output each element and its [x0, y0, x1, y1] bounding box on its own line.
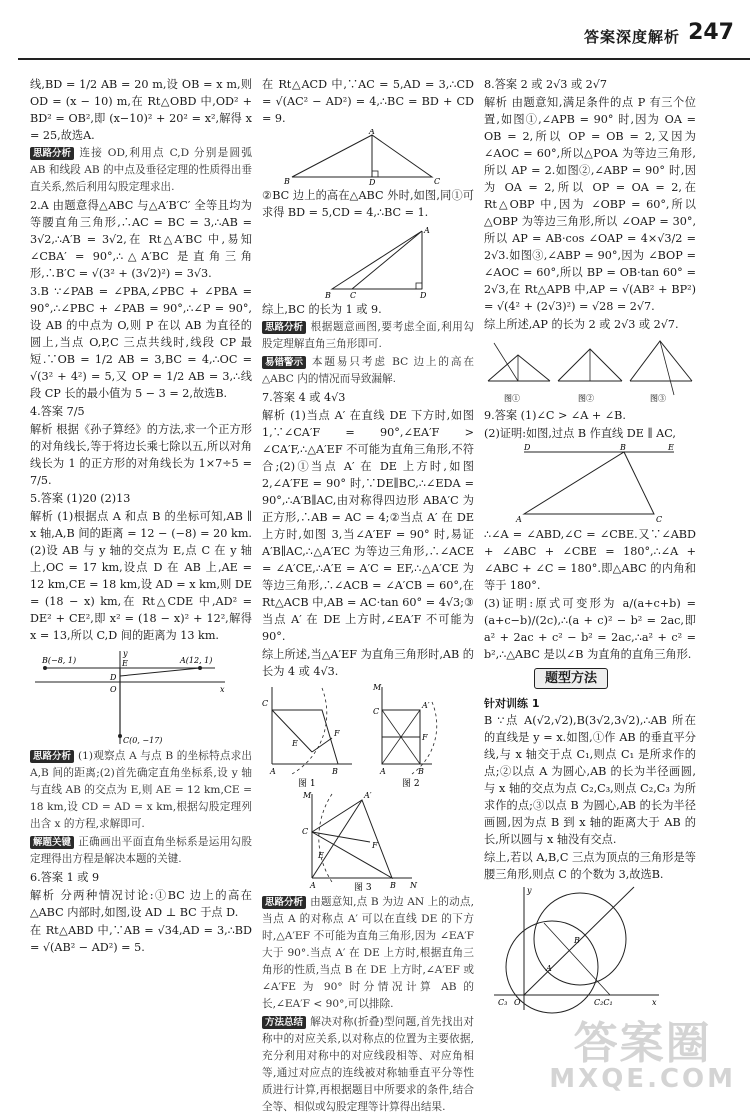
- label-D: D: [110, 673, 117, 682]
- note-tag: 易错警示: [262, 356, 306, 369]
- solution-paragraph: 6.答案 1 或 9: [30, 871, 100, 884]
- solution-paragraph: 7.答案 4 或 4√3: [262, 391, 346, 404]
- page-number: 247: [688, 20, 734, 45]
- caption-fig8-3: 图③: [650, 394, 666, 403]
- svg-text:D: D: [524, 444, 531, 452]
- figure-coordinate-plane: [30, 646, 230, 746]
- solution-paragraph: 2.A 由题意得△ABC 与△A′B′C′ 全等且均为等腰直角三角形,∴AC = BC = 3,∴AB = 3√2,∴A′B = 3√2,在 Rt△A′BC 中,易知 ∠CBA′ = 90°,∴△A′BC 是直角三角形,∴B′C = √(3² + (3√2)²) = 3√3.: [30, 199, 252, 280]
- note-tag: 思路分析: [30, 750, 74, 763]
- solution-paragraph: 综上所述,AP 的长为 2 或 2√3 或 2√7.: [484, 318, 679, 331]
- solution-paragraph: 综上所述,当△A′EF 为直角三角形时,AB 的长为 4 或 4√3.: [262, 648, 474, 678]
- svg-text:F: F: [372, 841, 378, 850]
- svg-text:M: M: [373, 683, 382, 692]
- svg-text:B: B: [325, 291, 331, 299]
- solution-paragraph: 解析 (1)根据点 A 和点 B 的坐标可知,AB ∥ x 轴,A,B 间的距离 = 12 − (−8) = 20 km.(2)设 AB 与 y 轴的交点为 E,点 C 在 y 轴上,OC = 17 km,设点 D 在 AB 上,AE = 12 km,CE = 18 km,设 AD = x km,则 DE = (18 − x) km,在 Rt△CDE 中,AD² = DE² + CE²,即 x² = (18 − x)² + 12²,解得 x = 13,所以 C,D 间的距离为 13 km.: [30, 510, 252, 642]
- svg-text:C: C: [302, 827, 309, 836]
- svg-text:B: B: [332, 767, 338, 776]
- svg-text:B: B: [284, 177, 290, 185]
- svg-text:C: C: [373, 707, 380, 716]
- figure-three-positions: [484, 335, 696, 405]
- column-1: [30, 76, 252, 957]
- label-B: B(−8, 1): [42, 656, 77, 665]
- solution-paragraph: 3.B ∵∠PAB = ∠PBA,∠PBC + ∠PBA = 90°,∴∠PBC + ∠PAB = 90°,∴∠P = 90°,设 AB 的中点为 O,则 P 在以 AB 为直径的圆上,当点 O,P,C 三点共线时,线段 CP 最短.∵OB = 1/2 AB = 3,BC = 4,∴OC = √(3² + 4²) = 5,又 OP = 1/2 AB = 3,∴线段 CP 长的最小值为 5 − 3 = 2,故选B.: [30, 285, 252, 400]
- label-A: A(12, 1): [180, 656, 213, 665]
- svg-text:F: F: [422, 733, 428, 742]
- figure-triangle-altitude-outside: [262, 223, 462, 299]
- section-title: 答案深度解析: [583, 28, 680, 46]
- solution-paragraph: 解析 分两种情况讨论:①BC 边上的高在△ABC 内部时,如图,设 AD ⊥ BC 于点 D.: [30, 889, 252, 919]
- svg-text:B: B: [620, 444, 626, 452]
- solution-paragraph: (3)证明:原式可变形为 a/(a+c+b) = (a+c−b)/(2c),∴(a + c)² − b² = 2ac,即 a² + 2ac + c² − b² = 2ac,∴a² + c² = b²,∴△ABC 是以∠B 为直角的直角三角形.: [484, 597, 696, 661]
- label-y: y: [123, 649, 128, 658]
- note-text: 根据题意画图,要考虑全面,利用勾股定理解直角三角形即可.: [262, 321, 474, 350]
- solution-paragraph: 在 Rt△ACD 中,∵AC = 5,AD = 3,∴CD = √(AC² − AD²) = 4,∴BC = BD + CD = 9.: [262, 78, 474, 125]
- watermark-logo: 答案圈: [573, 1018, 712, 1069]
- figure-circles-axes: [484, 885, 664, 1015]
- svg-text:A: A: [369, 129, 375, 136]
- solution-paragraph: 5.答案 (1)20 (2)13: [30, 492, 131, 505]
- label-O: O: [110, 685, 117, 694]
- svg-text:E: E: [318, 851, 324, 860]
- note-text: 连接 OD,利用点 C,D 分别是圆弧 AB 和线段 AB 的中点及垂径定理的性质得出垂直关系,然后利用勾股定理求出.: [30, 147, 252, 193]
- note-text: (1)观察点 A 与点 B 的坐标特点求出 A,B 间的距离;(2)首先确定直角坐标系,设 y 轴与直线 AB 的交点为 E,则 AE = 12 km,CE = 18 km,设 CD = AD = x km,根据勾股定理列出含 x 的方程,求解即可.: [30, 750, 252, 830]
- page-header: [0, 0, 750, 62]
- note-tag: 思路分析: [262, 896, 306, 909]
- solution-paragraph: 在 Rt△ABD 中,∵AB = √34,AD = 3,∴BD = √(AB² − AD²) = 5.: [30, 924, 252, 954]
- solution-paragraph: B ∵点 A(√2,√2),B(3√2,3√2),∴AB 所在的直线是 y = x.如图,①作 AB 的垂直平分线,与 x 轴交于点 C₁,则点 C₁ 是所求作的点;②以点 A 为圆心,AB 的长为半径画圆,与 x 轴的交点为点 C₂,C₃,则点 C₂,C₃ 为所求作的点;③以点 B 为圆心,AB 的长为半径画圆,因为点 B 到 x 轴的距离大于 AB 的长,所以圆与 x 轴没有交点.: [484, 714, 696, 846]
- note-tag: 解题关键: [30, 836, 74, 849]
- note-tag: 方法总结: [262, 1016, 306, 1029]
- svg-text:A′: A′: [364, 791, 372, 800]
- svg-text:D: D: [420, 291, 427, 299]
- svg-text:E: E: [668, 444, 674, 452]
- note-text: 本题易只考虑 BC 边上的高在△ABC 内的情况而导致漏解.: [262, 356, 474, 385]
- solution-paragraph: 8.答案 2 或 2√3 或 2√7: [484, 78, 608, 91]
- analysis-note: [30, 834, 252, 868]
- solution-paragraph: 4.答案 7/5: [30, 405, 85, 418]
- svg-text:A: A: [424, 226, 430, 235]
- solution-paragraph: ②BC 边上的高在△ABC 外时,如图,同①可求得 BD = 5,CD = 4,∴BC = 1.: [262, 189, 474, 219]
- label-C: C(0, −17): [123, 736, 163, 745]
- svg-text:A: A: [310, 881, 316, 890]
- caption-fig8-2: 图②: [578, 394, 594, 403]
- figure-parallel-line-proof: [484, 444, 696, 524]
- note-text: 由题意知,点 B 为边 AN 上的动点,当点 A 的对称点 A′ 可以在直线 DE 的下方时,△A′EF 不可能为直角三角形,因为 ∠EA′F 大于 90°.当点 A′ 在 DE 上方时,根据直角三角形的性质,当点 B 在 DE 上方时,∠A′EF 或 ∠A′FE 为 90° 时分情况计算 AB 的长,∠EA′F < 90°,可以排除.: [262, 896, 474, 1010]
- section-heading: 题型方法: [534, 668, 608, 689]
- svg-text:A: A: [270, 767, 276, 776]
- caption-fig1: 图 1: [298, 779, 316, 789]
- svg-text:C₂C₁: C₂C₁: [594, 998, 613, 1007]
- svg-text:C: C: [262, 699, 269, 708]
- analysis-note: [30, 748, 252, 833]
- svg-text:N: N: [410, 881, 417, 890]
- solution-paragraph: 解析 由题意知,满足条件的点 P 有三个位置,如图①,∠APB = 90° 时,因为 OA = OB = 2,所以 OP = OB = 2,又因为 ∠AOC = 60°,所以△POA 为等边三角形,所以 AP = 2.如图②,∠ABP = 90° 时,因为 OA = 2,所以 OP = OA = 2,在 Rt△OBP 中,因为 ∠OBP = 60°,所以 △OBP 为等边三角形,所以 ∠OAP = 30°,所以 AP = AB·cos ∠OAP = 4×√3/2 = 2√3.如图③,∠ABP = 90°,因为 ∠BOP = ∠AOC = 60°,所以 BP = OB·tan 60° = 2√3,在 Rt△APB 中,AP = √(AB² + BP²) = √(4² + (2√3)²) = √28 = 2√7.: [484, 96, 696, 313]
- svg-text:A: A: [516, 515, 522, 524]
- solution-paragraph: 解析 根据《孙子算经》的方法,求一个正方形的对角线长,等于将边长乘七除以五,所以对角线长为 1 的正方形的对角线长为 1×7÷5 = 7/5.: [30, 423, 252, 487]
- solution-paragraph: 综上,BC 的长为 1 或 9.: [262, 303, 382, 316]
- note-tag: 思路分析: [262, 321, 306, 334]
- svg-text:x: x: [652, 998, 657, 1007]
- svg-text:F: F: [334, 729, 340, 738]
- analysis-note: [262, 1014, 474, 1116]
- column-3: [484, 76, 696, 1017]
- svg-text:A: A: [546, 964, 552, 973]
- svg-text:B: B: [390, 881, 396, 890]
- analysis-note: [262, 354, 474, 388]
- analysis-note: [262, 319, 474, 353]
- label-E: E: [122, 659, 128, 668]
- svg-text:D: D: [369, 178, 376, 185]
- solution-paragraph: 9.答案 (1)∠C > ∠A + ∠B.: [484, 409, 626, 422]
- analysis-note: [30, 145, 252, 196]
- solution-paragraph: 解析 (1)当点 A′ 在直线 DE 下方时,如图 1,∵∠CA′F = 90°,∠EA′F > ∠CA′F,∴△A′EF 不可能为直角三角形,不符合;(2)①当点 A′ 在 DE 上方时,如图 2,∠A′FE = 90° 时,∵DE∥BC,∴∠EDA = 90°,∴A′B∥AC,由对称得四边形 ABA′C 为正方形,∴AB = AC = 4;②当点 A′ 在 DE 上方时,如图 3,当∠A′EF = 90° 时,易证 A′B∥AC,∴△A′EC 为等边三角形,∴∠ACE = ∠A′CE,∴A′E = A′C = EF,∴△A′CE 为等边三角形,∴∠ACB = ∠A′CB = 60°,在 Rt△ACB 中,AB = AC·tan 60° = 4√3;③当点 A′ 在 DE 上方时,∠EA′F 不可能为 90°.: [262, 409, 474, 643]
- svg-text:C₃: C₃: [498, 998, 508, 1007]
- svg-text:y: y: [527, 886, 532, 895]
- watermark-url: MXQE.COM: [549, 1064, 736, 1094]
- solution-paragraph: ∴∠A = ∠ABD,∠C = ∠CBE.又∵∠ABD + ∠ABC + ∠CBE = 180°,∴∠A + ∠ABC + ∠C = 180°.即△ABC 的内角和等于 180°.: [484, 528, 696, 592]
- svg-text:A: A: [380, 767, 386, 776]
- label-x: x: [220, 685, 225, 694]
- analysis-note: [262, 894, 474, 1013]
- caption-fig8-1: 图①: [504, 394, 520, 403]
- svg-text:O: O: [514, 998, 521, 1007]
- svg-text:B: B: [418, 767, 424, 776]
- header-rule: [18, 58, 750, 60]
- solution-paragraph: (2)证明:如图,过点 B 作直线 DE ∥ AC,: [484, 427, 676, 440]
- caption-fig2: 图 2: [402, 779, 420, 789]
- svg-text:C: C: [434, 177, 441, 185]
- note-text: 解决对称(折叠)型问题,首先找出对称中的对应关系,以对称点的位置为主要依据,充分利用对称中的对应线段相等、对应角相等,通过对应点的连线被对称轴垂直平分等性质进行计算,再根据题目中所要求的条件,结合全等、相似或勾股定理等计算得出结果.: [262, 1016, 474, 1113]
- svg-text:A′: A′: [422, 701, 430, 710]
- solution-paragraph: 线,BD = 1/2 AB = 20 m,设 OB = x m,则 OD = (x − 10) m,在 Rt△OBD 中,OD² + BD² = OB²,即 (x−10)² + 20² = x²,解得 x = 25,故选A.: [30, 78, 252, 142]
- note-text: 正确画出平面直角坐标系是运用勾股定理得出方程是解决本题的关键.: [30, 836, 252, 865]
- figure-folding-cases: [262, 682, 474, 892]
- watermark: [549, 1018, 736, 1094]
- svg-text:M: M: [303, 791, 312, 800]
- column-2: [262, 76, 474, 1117]
- caption-fig3: 图 3: [354, 883, 372, 892]
- note-tag: 思路分析: [30, 147, 74, 160]
- svg-text:C: C: [656, 515, 663, 524]
- svg-text:C: C: [350, 291, 357, 299]
- svg-text:B: B: [574, 936, 580, 945]
- training-heading: 针对训练 1: [484, 697, 540, 710]
- svg-text:E: E: [292, 739, 298, 748]
- figure-triangle-altitude-inside: [262, 129, 462, 185]
- solution-paragraph: 综上,若以 A,B,C 三点为顶点的三角形是等腰三角形,则点 C 的个数为 3,故选B.: [484, 851, 696, 881]
